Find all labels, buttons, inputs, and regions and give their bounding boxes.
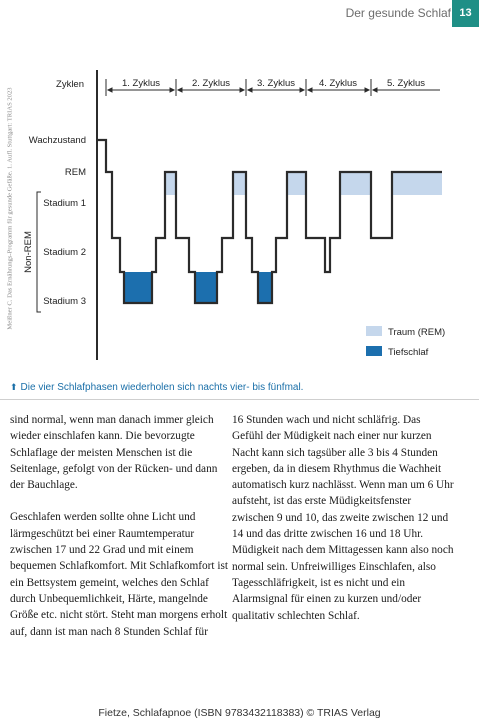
cycle-label: 3. Zyklus xyxy=(256,78,296,89)
side-credit: Meißner C. Das Ernährungs-Programm für gesunde Gefäße. 1. Aufl. Stuttgart: TRIAS 2023 xyxy=(6,87,14,330)
arrow-head xyxy=(170,88,174,92)
running-head-title: Der gesunde Schlaf xyxy=(345,6,451,20)
rem-bars xyxy=(165,172,442,195)
footer-credit: Fietze, Schlafapnoe (ISBN 9783432118383) © TRIAS Verlag xyxy=(98,707,381,719)
legend xyxy=(366,326,445,358)
body-paragraph: Geschlafen werden sollte ohne Licht und lärmgeschützt bei einer Raumtemperatur zwischen 17 und 22 Grad und mit einem bequemen Schlafkomfort. Mit Schlafkomfort ist ein Bettsystem gemeint, welches den Schlaf durch Unbequemlichkeit, Härte, mangelnde Größe etc. nicht stört. Steht man morgens erholt auf, dann ist man nach 8 Stunden Schlaf für xyxy=(10,511,229,638)
cycle-label: 1. Zyklus xyxy=(121,78,161,89)
stage-label-awake: Wachzustand xyxy=(28,135,86,146)
page-number: 13 xyxy=(452,0,479,27)
cycles-label: Zyklen xyxy=(56,79,84,90)
arrow-head xyxy=(240,88,244,92)
arrow-head xyxy=(248,88,252,92)
deep-sleep-bars xyxy=(124,272,272,303)
cycle-label: 4. Zyklus xyxy=(318,78,358,89)
arrow-head xyxy=(178,88,182,92)
cycle-label: 5. Zyklus xyxy=(386,78,426,89)
body-paragraph: sind normal, wenn man danach immer gleich wieder einschlafen kann. Die bevorzugte Schlaflage der meisten Menschen ist die Seitenlage, gefolgt von der Rücken- und dann der Bauchlage. xyxy=(10,414,218,492)
stage-label-3: Stadium 3 xyxy=(43,296,86,307)
non-rem-label: Non-REM xyxy=(23,231,34,273)
body-column-right xyxy=(232,412,454,640)
legend-swatch-deep xyxy=(366,346,382,356)
rem-bar xyxy=(340,172,371,195)
deep-sleep-bar xyxy=(258,272,272,303)
divider xyxy=(0,399,479,400)
arrow-head xyxy=(373,88,377,92)
figure-caption xyxy=(10,382,303,393)
cycle-label: 2. Zyklus xyxy=(191,78,231,89)
deep-sleep-bar xyxy=(124,272,152,303)
body-column-left xyxy=(10,412,232,656)
rem-bar xyxy=(392,172,442,195)
body-paragraph: 16 Stunden wach und nicht schläfrig. Das Gefühl der Müdigkeit nach einer nur kurzen Nacht kann sich tagsüber alle 3 bis 4 Stunden ergeben, da in diesem Rhythmus die Wachheit automatisch kurz nachlässt. Wenn man um 6 Uhr aufsteht, ist das erste Müdigkeitsfenster zwischen 9 und 10, das zweite zwischen 12 und 14 und das dritte zwischen 16 und 18 Uhr. Müdigkeit nach dem Mittagessen kann also noch normal sein. Unfreiwilliges Einschlafen, also Tagesschläfrigkeit, ist es nicht und ein Alarmsignal für einen zu kurzen und/oder qualitativ schlechten Schlaf. xyxy=(232,414,454,622)
stage-label-rem: REM xyxy=(64,167,86,178)
rem-bar xyxy=(287,172,306,195)
rem-bar xyxy=(233,172,246,195)
figure-caption-text: Die vier Schlafphasen wiederholen sich nachts vier- bis fünfmal. xyxy=(20,382,304,393)
legend-label-deep: Tiefschlaf xyxy=(388,347,429,358)
arrow-head xyxy=(365,88,369,92)
non-rem-bracket xyxy=(37,192,41,312)
deep-sleep-bar xyxy=(195,272,217,303)
legend-swatch-rem xyxy=(366,326,382,336)
arrow-head xyxy=(108,88,112,92)
legend-label-rem: Traum (REM) xyxy=(388,327,446,338)
arrow-head xyxy=(300,88,304,92)
stage-label-2: Stadium 2 xyxy=(43,247,86,258)
arrow-up-icon: ⬆ xyxy=(10,382,18,392)
rem-bar xyxy=(165,172,176,195)
stage-label-1: Stadium 1 xyxy=(43,198,86,209)
arrow-head xyxy=(308,88,312,92)
